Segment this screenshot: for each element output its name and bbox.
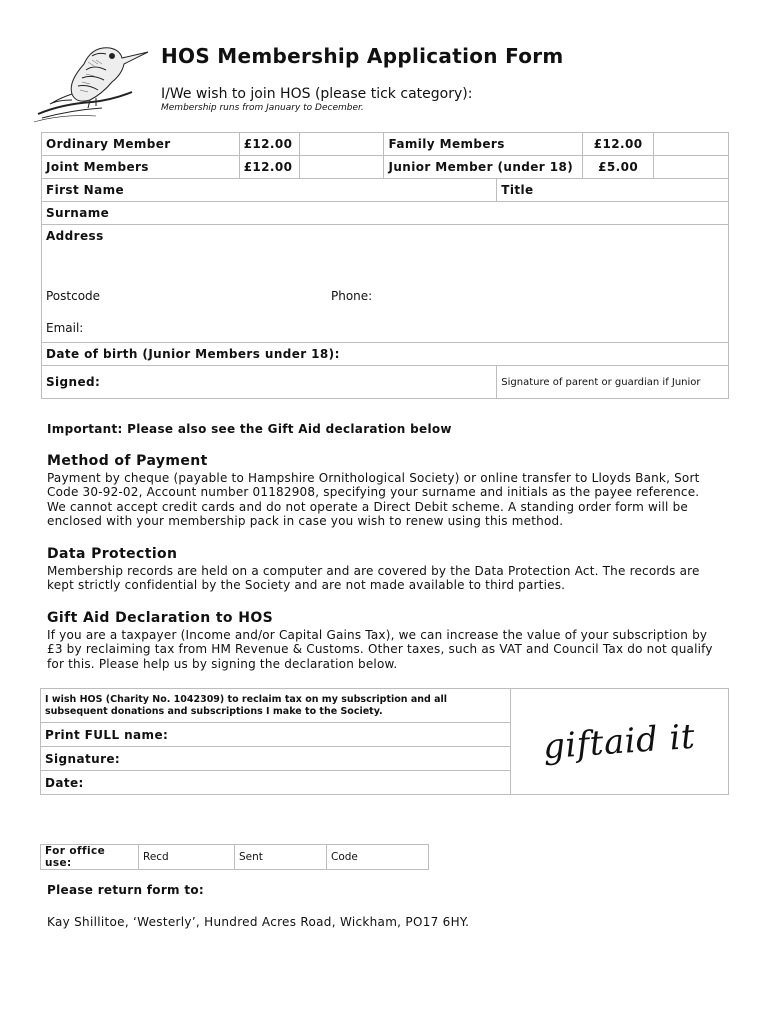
payment-section <box>47 454 722 529</box>
guardian-signature-field[interactable]: Signature of parent or guardian if Junior <box>497 366 729 399</box>
print-name-field[interactable]: Print FULL name: <box>41 723 511 747</box>
giftaid-logo <box>511 689 729 795</box>
joint-members-label: Joint Members <box>42 156 240 179</box>
phone-label: Phone: <box>331 289 373 303</box>
title-field[interactable]: Title <box>497 179 729 202</box>
postcode-label: Postcode <box>46 289 101 303</box>
family-members-price: £12.00 <box>583 133 654 156</box>
ordinary-member-label: Ordinary Member <box>42 133 240 156</box>
first-name-field[interactable]: First Name <box>42 179 497 202</box>
page-title: HOS Membership Application Form <box>161 44 564 68</box>
address-label: Address <box>46 229 104 243</box>
date-field[interactable]: Date: <box>41 771 511 795</box>
gift-aid-heading: Gift Aid Declaration to HOS <box>47 610 274 626</box>
signed-field[interactable]: Signed: <box>42 366 497 399</box>
return-title: Please return form to: <box>47 883 205 897</box>
giftaid-logo-text: giftaid it <box>542 716 697 767</box>
family-members-tickbox[interactable] <box>654 133 729 156</box>
code-field[interactable]: Code <box>327 845 429 870</box>
ordinary-member-price: £12.00 <box>239 133 299 156</box>
junior-member-price: £5.00 <box>583 156 654 179</box>
date-of-birth-field[interactable]: Date of birth (Junior Members under 18): <box>42 343 729 366</box>
joint-members-tickbox[interactable] <box>299 156 384 179</box>
family-members-label: Family Members <box>384 133 583 156</box>
data-protection-text: Membership records are held on a computer and are covered by the Data Protection Act. The records are kept strictly confidential by the Society and are not made available to third parties. <box>47 563 700 593</box>
payment-heading: Method of Payment <box>47 453 208 469</box>
junior-member-label: Junior Member (under 18) <box>384 156 583 179</box>
surname-field[interactable]: Surname <box>42 202 729 225</box>
office-use-label: For office use: <box>41 845 139 870</box>
joint-members-price: £12.00 <box>239 156 299 179</box>
office-use-table <box>40 844 429 870</box>
gift-aid-section <box>47 611 722 671</box>
recd-field[interactable]: Recd <box>139 845 235 870</box>
data-protection-section <box>47 547 722 593</box>
payment-text: Payment by cheque (payable to Hampshire Ornithological Society) or online transfer to Lloyds Bank, Sort Code 30-92-02, Account number 01182908, specifying your surname and initials as the payee reference. We cannot accept credit cards and do not operate a Direct Debit scheme. A standing order form will be enclosed with your membership pack in case you wish to renew using this method. <box>47 470 700 529</box>
address-field[interactable] <box>42 225 729 343</box>
category-instruction: I/We wish to join HOS (please tick category): <box>161 86 473 102</box>
gift-aid-declaration: I wish HOS (Charity No. 1042309) to reclaim tax on my subscription and all subsequent donations and subscriptions I make to the Society. <box>41 689 511 723</box>
email-label: Email: <box>46 321 84 335</box>
signature-field[interactable]: Signature: <box>41 747 511 771</box>
application-table <box>41 132 729 399</box>
membership-note: Membership runs from January to December. <box>161 103 364 113</box>
gift-aid-text: If you are a taxpayer (Income and/or Capital Gains Tax), we can increase the value of your subscription by £3 by reclaiming tax from HM Revenue & Customs. Other taxes, such as VAT and Council Tax do not qualify for this. Please help us by signing the declaration below. <box>47 627 713 671</box>
kingfisher-logo <box>32 34 150 130</box>
gift-aid-notice: Important: Please also see the Gift Aid declaration below <box>47 422 452 436</box>
gift-aid-table <box>40 688 729 795</box>
sent-field[interactable]: Sent <box>235 845 327 870</box>
junior-member-tickbox[interactable] <box>654 156 729 179</box>
return-address: Kay Shillitoe, ‘Westerly’, Hundred Acres Road, Wickham, PO17 6HY. <box>47 915 470 929</box>
ordinary-member-tickbox[interactable] <box>299 133 384 156</box>
data-protection-heading: Data Protection <box>47 546 178 562</box>
